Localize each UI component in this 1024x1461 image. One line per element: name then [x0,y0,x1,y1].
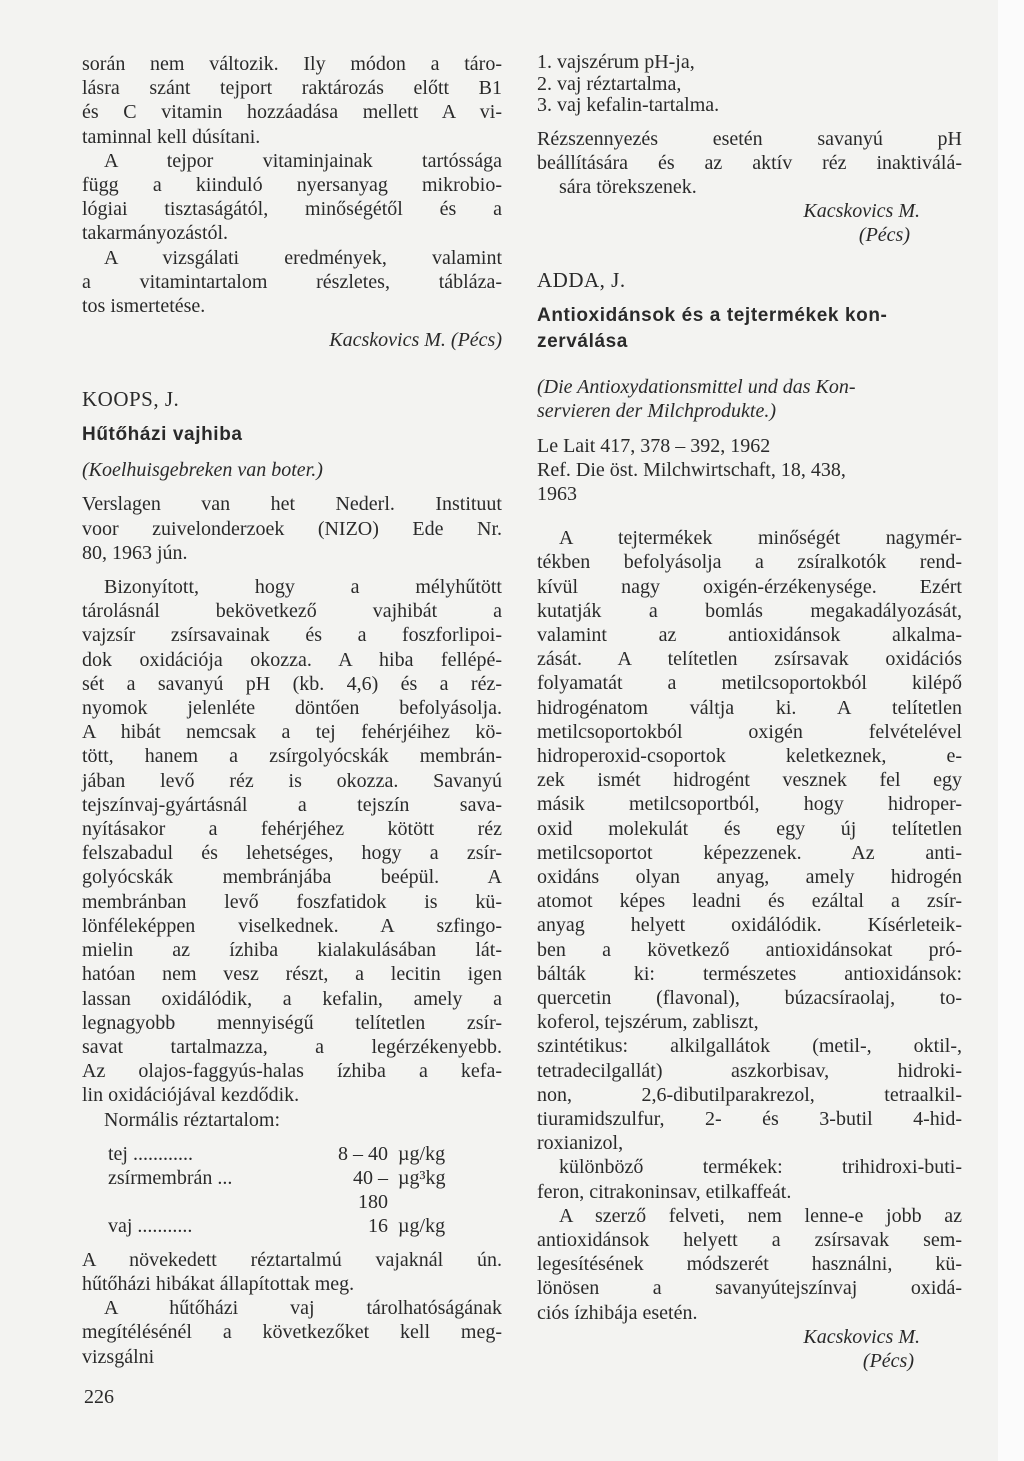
text-line: lassan oxidálódik, a kefalin, amely a [82,987,502,1010]
text-line: Bizonyított, hogy a mélyhűtött [104,576,502,599]
text-line: tejszínvaj-gyártásnál a tejszín sava- [82,793,502,816]
text-line: 1963 [537,482,577,505]
text-line: zását. A telítetlen zsírsavak oxidációs [537,648,962,671]
article-source [537,434,962,507]
text-line: tött, hanem a zsírgolyócskák membrán- [82,745,502,768]
title-line: Antioxidánsok és a tejtermékek kon- [537,305,888,327]
text-line: bálták ki: természetes antioxidánsok: [537,962,962,985]
signature-name: Kacskovics M. [803,1325,920,1348]
text-line: quercetin (flavonal), búzacsíraolaj, to- [537,986,962,1009]
text-line: non, 2,6-dibutilparakrezol, tetraalkil- [537,1083,962,1106]
text-line: oxidáns olyan anyag, amely hidrogén [537,865,962,888]
text-line: Az olajos-faggyús-halas ízhiba a kefa- [82,1060,502,1083]
text-line: legnagyobb mennyiségű telítetlen zsír- [82,1011,502,1034]
text-line: másik metilcsoportból, hogy hidroper- [537,793,962,816]
text-line: során nem változik. Ily módon a táro- [82,53,502,75]
text-line: szintétikus: alkilgallátok (metil-, oktil-, [537,1035,962,1058]
numbered-list [537,52,962,117]
text-line: lönösen a savanyútejszínvaj oxidá- [537,1277,962,1300]
text-line: sára törekszenek. [559,175,697,198]
text-line: különböző termékek: trihidroxi-buti- [559,1156,962,1179]
text-line: membránban levő foszfatidok is kü- [82,890,502,913]
title-line: zerválása [537,331,628,353]
text-line: vajzsír zsírsavainak és a foszforlipoi- [82,624,502,647]
text-line: A hűtőházi vaj tárolhatóságának [104,1297,502,1320]
table-cell: µg/kg [398,1142,446,1165]
paragraph-after-table [82,1248,502,1296]
article-body [82,575,502,1107]
table-cell: vaj ........... [108,1214,193,1237]
text-line: vizsgálni [82,1345,155,1368]
text-line: zek ismét hidrogént vesznek fel egy [537,769,962,792]
article-title [537,303,962,355]
text-line: feron, citrakoninsav, etilkaffeát. [537,1180,792,1203]
text-line: ben a következő antioxidánsokat pró- [537,938,962,961]
table-cell: µg³kg [398,1166,446,1189]
paragraph-results [82,246,502,319]
text-line: Verslagen van het Nederl. Instituut [82,493,502,516]
text-line: servieren der Milchprodukte.) [537,400,776,423]
article-subtitle [537,375,962,423]
text-line: nyomok jelenléte döntően befolyásolja. [82,697,502,720]
left-column [82,52,502,1369]
signature-name: Kacskovics M. [803,200,920,223]
text-line: valamint az antioxidánsok alkalma- [537,623,962,646]
article-author: ADDA, J. [537,268,626,293]
text-line: A vizsgálati eredmények, valamint [104,246,502,269]
text-line: (Die Antioxydationsmittel und das Kon- [537,376,856,399]
text-line: mielin az ízhiba kialakulásában lát- [82,939,502,962]
article-subtitle: (Koelhuisgebreken van boter.) [82,459,323,482]
text-line: hatóan nem vesz részt, a lecitin igen [82,963,502,986]
text-line: sét a savanyú pH (kb. 4,6) és a réz- [82,672,502,695]
text-line: hűtőházi hibákat állapítottak meg. [82,1272,355,1295]
article-body [537,526,962,1325]
text-line: atomot képes leadni és ezáltal a zsír- [537,890,962,913]
text-line: hidroperoxid-csoportok keletkeznek, e- [537,744,962,767]
text-line: megítélésénél a következőket kell meg- [82,1321,502,1344]
paragraph-copper [537,127,962,200]
text-line: takarmányozástól. [82,222,229,245]
text-line: tékben befolyásolja a zsíralkotók rend- [537,551,962,574]
text-line: 80, 1963 jún. [82,541,188,564]
text-line: a vitamintartalom részletes, tábláza- [82,270,502,293]
text-line: A szerző felveti, nem lenne-e jobb az [559,1204,962,1227]
text-line: Ref. Die öst. Milchwirtschaft, 18, 438, [537,458,846,481]
signature-place: (Pécs) [862,1349,914,1372]
intro-paragraph [82,52,502,149]
text-line: savat tartalmazza, a legérzékenyebb. [82,1035,502,1058]
text-line: lönféleképpen viselkednek. A szfingo- [82,914,502,937]
table-cell: zsírmembrán ... [108,1166,233,1189]
text-line: tetradecilgallát) aszkorbisav, hidroki- [537,1059,962,1082]
text-line: tárolásnál bekövetkező vajhibát a [82,600,502,623]
table-cell: 16 [368,1214,388,1237]
list-item: 3. vaj kefalin-tartalma. [537,94,720,116]
text-line: A tejtermékek minőségét nagymér- [559,527,962,550]
text-line: kutatják a bomlás megakadályozását, [537,599,962,622]
text-line: metilcsoportokból oxigén felvételével [537,720,962,743]
paragraph-final [82,1296,502,1369]
text-line: hidrogénatom váltja ki. A telítetlen [537,696,962,719]
text-line: taminnal kell dúsítani. [82,125,261,148]
text-line: folyamatát a metilcsoportokból kilépő [537,672,962,695]
signature-place: (Pécs) [858,224,910,247]
text-line: dok oxidációja okozza. A hiba fellépé- [82,648,502,671]
list-item: 2. vaj réztartalma, [537,72,682,95]
text-line: jában levő réz is okozza. Savanyú [82,769,502,792]
text-line: függ a kiinduló nyersanyag mikrobio- [82,174,502,197]
text-line: és C vitamin hozzáadása mellett A vi- [82,101,502,124]
text-line: tos ismertetése. [82,295,206,318]
table-cell: 40 – 180 [353,1166,388,1213]
article-author: KOOPS, J. [82,387,180,412]
text-line: antioxidánsok helyett a zsírsavak sem- [537,1229,962,1252]
paragraph-vitamins [82,149,502,246]
page-number: 226 [84,1386,114,1408]
text-line: Le Lait 417, 378 – 392, 1962 [537,434,771,457]
text-line: oxid molekulát és egy új telítetlen [537,817,962,840]
right-column [537,52,962,1373]
signature: Kacskovics M. (Pécs) [329,329,502,352]
text-line: Rézszennyezés esetén savanyú pH [537,127,962,150]
text-line: A növekedett réztartalmú vajaknál ún. [82,1248,502,1271]
text-line: A hibát nemcsak a tej fehérjéihez kö- [82,721,502,744]
text-line: roxianizol, [537,1132,624,1155]
text-line: felszabadul és lehetséges, hogy a zsír- [82,842,502,865]
text-line: tiuramidszulfur, 2- és 3-butil 4-hid- [537,1108,962,1130]
text-line: lógiai tisztaságától, minőségétől és a [82,198,502,221]
table-cell: 8 – 40 [338,1142,388,1165]
text-line: beállítására és az aktív réz inaktiválá- [537,151,962,174]
text-line: legesítésének módszerét használni, kü- [537,1253,962,1276]
text-line: voor zuivelonderzoek (NIZO) Ede Nr. [82,517,502,540]
text-line: nyításakor a fehérjéhez kötött réz [82,818,502,841]
text-line: anyag helyett oxidálódik. Kísérleteik- [537,914,962,937]
text-line: A tejpor vitaminjainak tartóssága [104,149,502,172]
text-line: lin oxidációjával kezdődik. [82,1084,300,1107]
table-cell: µg/kg [398,1214,446,1237]
article-source [82,492,502,565]
text-line: golyócskák membránjába beépül. A [82,866,502,889]
text-line: lásra szánt tejport raktározás előtt B1 [82,77,502,100]
table-caption: Normális réztartalom: [104,1108,281,1131]
text-line: kívül nagy oxigén-érzékenysége. Ezért [537,575,962,598]
text-line: ciós ízhibája esetén. [537,1301,698,1324]
text-line: metilcsoportot képezzenek. Az anti- [537,841,962,864]
text-line: koferol, tejszérum, zabliszt, [537,1011,759,1034]
copper-content-table [108,1142,502,1238]
article-title: Hűtőházi vajhiba [82,424,243,446]
table-cell: tej ............ [108,1142,193,1165]
list-item: 1. vajszérum pH-ja, [537,51,695,73]
